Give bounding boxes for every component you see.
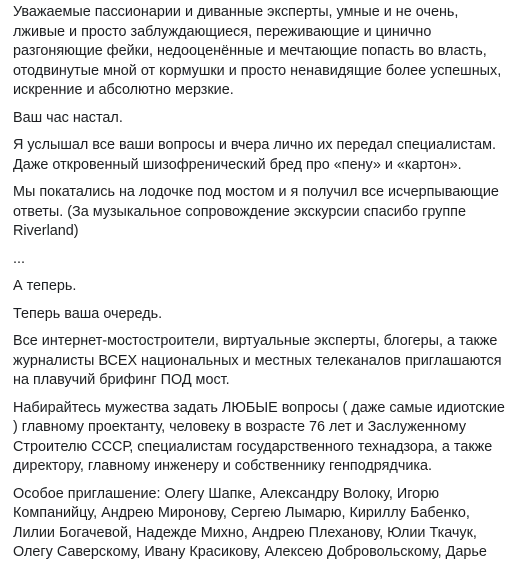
post-paragraph-address: Уважаемые пассионарии и диванные эксперты, умные и не очень, лживые и просто заблуждающиеся, переживающие и цинично разгоняющие фейки, недооценённые и мечтающие попасть во власть, отодвинутые мной от кормушки и просто ненавидящие более успешных, искренние и абсолютно мерзкие.: [13, 4, 502, 98]
post-paragraph-ellipsis: ...: [13, 250, 25, 267]
post-paragraph-invitation: Все интернет-мостостроители, виртуальные эксперты, блогеры, а также журналисты ВСЕХ национальных и местных телеканалов приглашаются на плавучий брифинг ПОД мост.: [13, 333, 502, 388]
post-paragraph-boat-ride: Мы покатались на лодочке под мостом и я получил все исчерпывающие ответы. (За музыкальное сопровождение экскурсии спасибо группе Riverland): [13, 184, 499, 239]
post-paragraph-questions: Я услышал все ваши вопросы и вчера лично их передал специалистам. Даже откровенный шизофренический бред про «пену» и «картон».: [13, 137, 497, 173]
post-paragraph-and-now: А теперь.: [13, 278, 77, 294]
post-paragraph-your-hour: Ваш час настал.: [13, 109, 123, 126]
post-body: [13, 0, 513, 571]
post-paragraph-special-invitation: Особое приглашение: Олегу Шапке, Александру Волоку, Игорю Компанийцу, Андрею Миронову, Сергею Лымарю, Кириллу Бабенко, Лилии Богачевой, Надежде Михно, Андрею Плеханову, Юлии Ткачук, Олегу Саверскому, Ивану Красикову, Алексею Добровольскому, Дарье: [13, 485, 487, 560]
post-paragraph-courage: Набирайтесь мужества задать ЛЮБЫЕ вопросы ( даже самые идиотские ) главному проектанту, человеку в возрасте 76 лет и Заслуженному Строителю СССР, специалистам государственного технадзора, а также директору, главному инженеру и собственнику генподрядчика.: [13, 399, 505, 474]
post-paragraph-your-turn: Теперь ваша очередь.: [13, 305, 163, 322]
